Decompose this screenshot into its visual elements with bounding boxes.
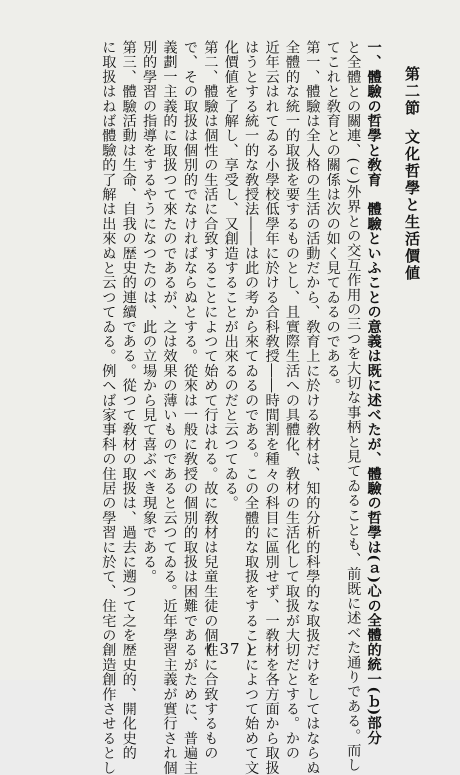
text-column: 化價値を了解し、享受し、又創造することが出來るのだと云つてゐる。 [222, 40, 239, 511]
text-column: で、その取扱は個別的でなければならぬとする。從來は一般に敎授の個別的取扱は困難であるがために、普遍主 [181, 40, 198, 775]
text-column: 全體的な統一的取扱を要するものとし、且實際生活への具體化、敎材の生活化して取扱が大切だとする。かの [283, 40, 300, 761]
text-column: はうとする統一的な敎授法――は此の考から來てゐるのである。この全體的な取扱をすることによつて始めて文 [243, 40, 260, 775]
section-title: 文化哲學と生活價値 [403, 129, 421, 282]
text-column: に取扱はねば體驗的了解は出來ぬと云つてゐる。例へば家事科の住居の學習に於て、住宅の創造創作させるとし [100, 40, 117, 775]
text-column: てこれと敎育との關係は次の如く見てゐるのである。 [324, 40, 341, 393]
page-number: ( 37 ) [206, 640, 254, 658]
text-column: 近年云はれてゐる小學校低學年に於ける合科敎授――時間割を種々の科目に區別せず、一敎材を各方面から取扱 [263, 40, 280, 775]
section-number: 第二節 [403, 66, 421, 117]
text-column: 義劃一主義的に取扱つて來たのであるが、之は效果の薄いものであると云つてゐる。近年學習主義が實行され個 [161, 40, 178, 775]
text-column: 一、體驗の哲學と敎育 體驗といふことの意義は既に述べたが、體驗の哲學は(ａ)心の全體的統一(ｂ)部分 [365, 40, 382, 746]
text-column: 第二、體驗は個性の生活に合致することによつて始めて行はれる。故に敎材は兒童生徒の個性に合致するもの [202, 40, 219, 761]
text-column: 第三、體驗活動は生命、自我の歴史的連續である。從つて敎材の取扱は、過去に遡つて之を歴史的、開化史的 [120, 40, 137, 761]
text-column: 第一、體驗は全人格の生活の活動だから、敎育上に於ける敎材は、知的分析的科學的な取扱だけをしてはならぬ [304, 40, 321, 775]
text-column: と全體との關連、(ｃ)外界との交互作用の三つを大切な事柄と見てゐることも、前既に述べた通りである。而し [345, 40, 362, 773]
section-heading [402, 40, 422, 622]
text-column: 別的學習の指導をするやうになつたのは、此の立場から見て喜ぶべき現象である。 [141, 40, 158, 584]
